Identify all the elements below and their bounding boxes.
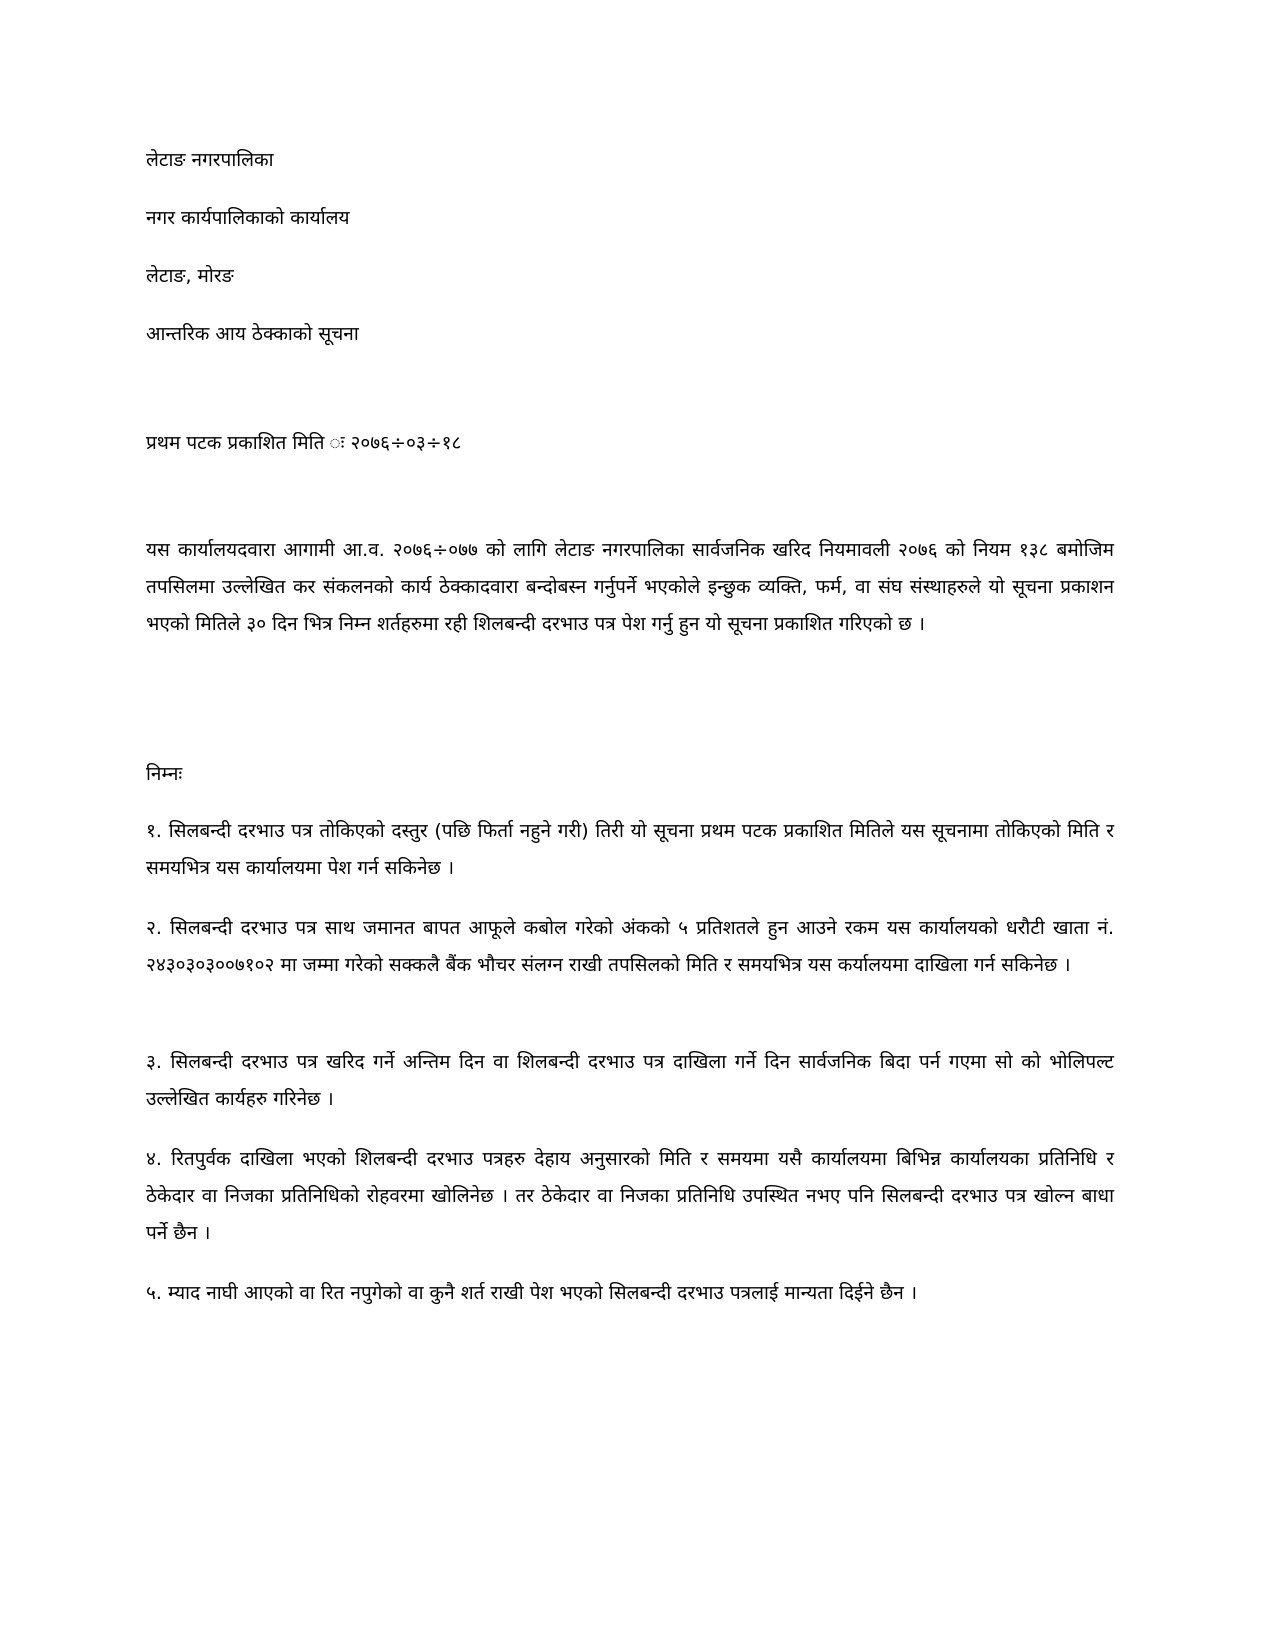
intro-paragraph: यस कार्यालयदवारा आगामी आ.व. २०७६÷०७७ को लागि लेटाङ नगरपालिका सार्वजनिक खरिद नियमावली २०७६ को नियम १३८ बमोजिम तपसिलमा उल्लेखित कर संकलनको कार्य ठेक्कादवारा बन्दोबस्न गर्नुपर्ने भएकोले इन्छुक व्यक्ति, फर्म, वा संघ संस्थाहरुले यो सूचना प्रकाशन भएको मितिले ३० दिन भित्र निम्न शर्तहरुमा रही शिलबन्दी दरभाउ पत्र पेश गर्नु हुन यो सूचना प्रकाशित गरिएको छ । [146, 539, 1114, 635]
condition-item: ३. सिलबन्दी दरभाउ पत्र खरिद गर्ने अन्तिम दिन वा शिलबन्दी दरभाउ पत्र दाखिला गर्ने दिन सार्वजनिक बिदा पर्न गएमा सो को भोलिपल्ट उल्लेखित कार्यहरु गरिनेछ । [146, 1051, 1114, 1110]
condition-item: २. सिलबन्दी दरभाउ पत्र साथ जमानत बापत आफूले कबोल गरेको अंकको ५ प्रतिशतले हुन आउने रकम यस कार्यालयको धरौटी खाता नं. २४३०३०३००७१०२ मा जम्मा गरेको सक्कलै बैंक भौचर संलग्न राखी तपसिलको मिति र समयभित्र यस कर्यालयमा दाखिला गर्न सकिनेछ । [146, 917, 1114, 976]
municipality-name: लेटाङ नगरपालिका [146, 149, 274, 171]
notice-title: आन्तरिक आय ठेक्काको सूचना [146, 323, 359, 345]
conditions-heading: निम्नः [146, 763, 183, 785]
first-published-date: प्रथम पटक प्रकाशित मिति ः २०७६÷०३÷१८ [146, 432, 462, 454]
condition-item: १. सिलबन्दी दरभाउ पत्र तोकिएको दस्तुर (पछि फिर्ता नहुने गरी) तिरी यो सूचना प्रथम पटक प्रकाशित मितिले यस सूचनामा तोकिएको मिति र समयभित्र यस कार्यालयमा पेश गर्न सकिनेछ । [146, 820, 1114, 879]
office-address: लेटाङ, मोरङ [146, 265, 234, 287]
condition-item: ५. म्याद नाघी आएको वा रित नपुगेको वा कुनै शर्त राखी पेश भएको सिलबन्दी दरभाउ पत्रलाई मान्यता दिईने छैन । [146, 1282, 918, 1304]
condition-item: ४. रितपुर्वक दाखिला भएको शिलबन्दी दरभाउ पत्रहरु देहाय अनुसारको मिति र समयमा यसै कार्यालयमा बिभिन्न कार्यालयका प्रतिनिधि र ठेकेदार वा निजका प्रतिनिधिको रोहवरमा खोलिनेछ । तर ठेकेदार वा निजका प्रतिनिधि उपस्थित नभए पनि सिलबन्दी दरभाउ पत्र खोल्न बाधा पर्ने छैन । [146, 1148, 1114, 1244]
office-name: नगर कार्यपालिकाको कार्यालय [146, 207, 350, 229]
